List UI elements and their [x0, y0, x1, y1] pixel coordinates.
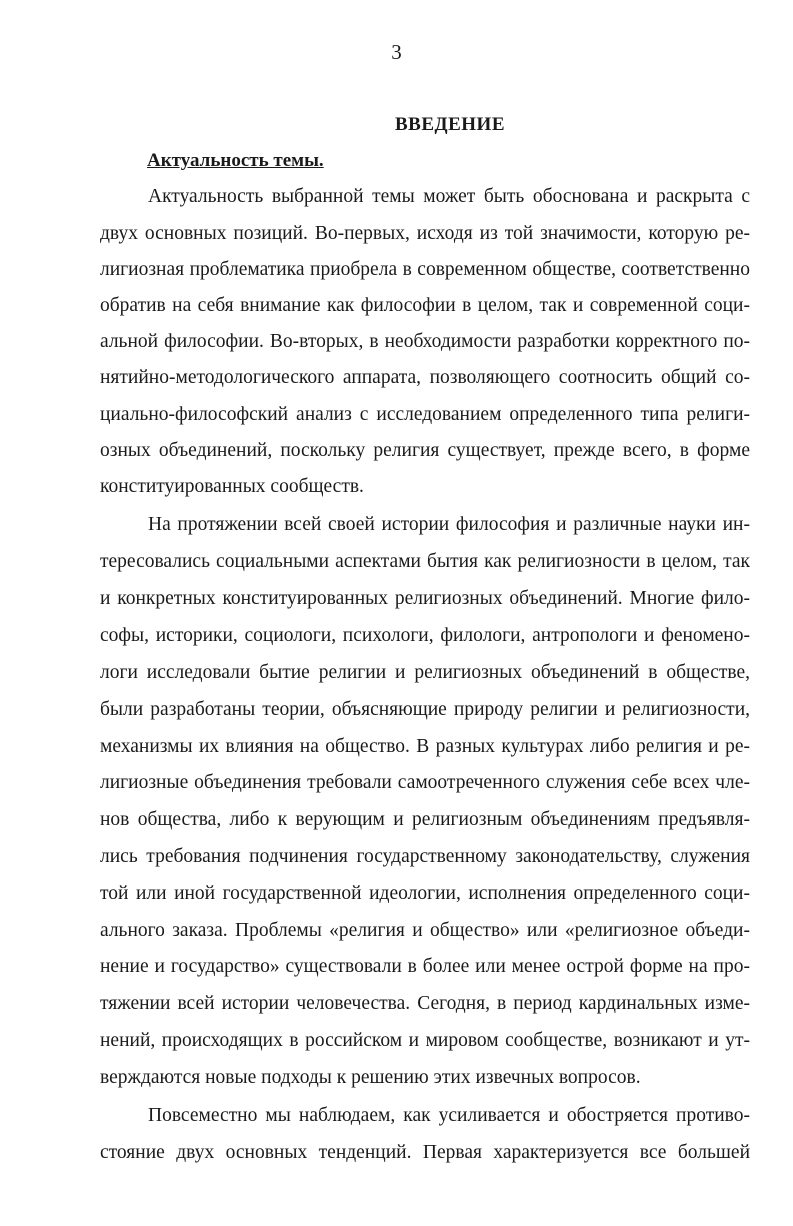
text-line: конституированных сообществ. — [100, 476, 364, 497]
page-number: 3 — [391, 40, 402, 64]
subsection-heading: Актуальность темы. — [147, 150, 324, 171]
text-line: ального заказа. Проблемы «религия и общество» или «религиозное объеди- — [100, 920, 750, 941]
text-line: софы, историки, социологи, психологи, филологи, антропологи и феномено- — [100, 625, 750, 646]
text-line: двух основных позиций. Во-первых, исходя из той значимости, которую ре- — [100, 223, 750, 244]
text-line: стояние двух основных тенденций. Первая характеризуется все большей — [100, 1142, 750, 1163]
text-line: нов общества, либо к верующим и религиозным объединениям предъявля- — [100, 809, 750, 830]
text-line: механизмы их влияния на общество. В разных культурах либо религия и ре- — [100, 736, 750, 757]
text-line: нение и государство» существовали в более или менее острой форме на про- — [100, 956, 750, 977]
text-line: альной философии. Во-вторых, в необходимости разработки корректного по- — [100, 331, 750, 352]
text-line: нений, происходящих в российском и мировом сообществе, возникают и ут- — [100, 1030, 750, 1051]
text-line: лигиозные объединения требовали самоотреченного служения себе всех чле- — [100, 772, 750, 793]
text-line: и конкретных конституированных религиозных объединений. Многие фило- — [100, 588, 750, 609]
text-line: лись требования подчинения государственному законодательству, служения — [100, 846, 750, 867]
section-heading: ВВЕДЕНИЕ — [395, 114, 505, 135]
text-line: Актуальность выбранной темы может быть обоснована и раскрыта с — [148, 186, 750, 207]
text-line: циально-философский анализ с исследованием определенного типа религи- — [100, 404, 750, 425]
text-line: озных объединений, поскольку религия существует, прежде всего, в форме — [100, 440, 750, 461]
text-line: тересовались социальными аспектами бытия как религиозности в целом, так — [100, 551, 750, 572]
text-line: были разработаны теории, объясняющие природу религии и религиозности, — [100, 699, 750, 720]
text-line: На протяжении всей своей истории философия и различные науки ин- — [148, 514, 750, 535]
text-line: той или иной государственной идеологии, исполнения определенного соци- — [100, 883, 750, 904]
text-line: верждаются новые подходы к решению этих извечных вопросов. — [100, 1067, 641, 1088]
text-line: лигиозная проблематика приобрела в современном обществе, соответственно — [100, 259, 750, 280]
text-line: обратив на себя внимание как философии в целом, так и современной соци- — [100, 295, 750, 316]
text-line: логи исследовали бытие религии и религиозных объединений в обществе, — [100, 662, 750, 683]
text-line: Повсеместно мы наблюдаем, как усиливается и обостряется противо- — [148, 1105, 750, 1126]
text-line: нятийно-методологического аппарата, позволяющего соотносить общий со- — [100, 367, 750, 388]
text-line: тяжении всей истории человечества. Сегодня, в период кардинальных изме- — [100, 993, 750, 1014]
